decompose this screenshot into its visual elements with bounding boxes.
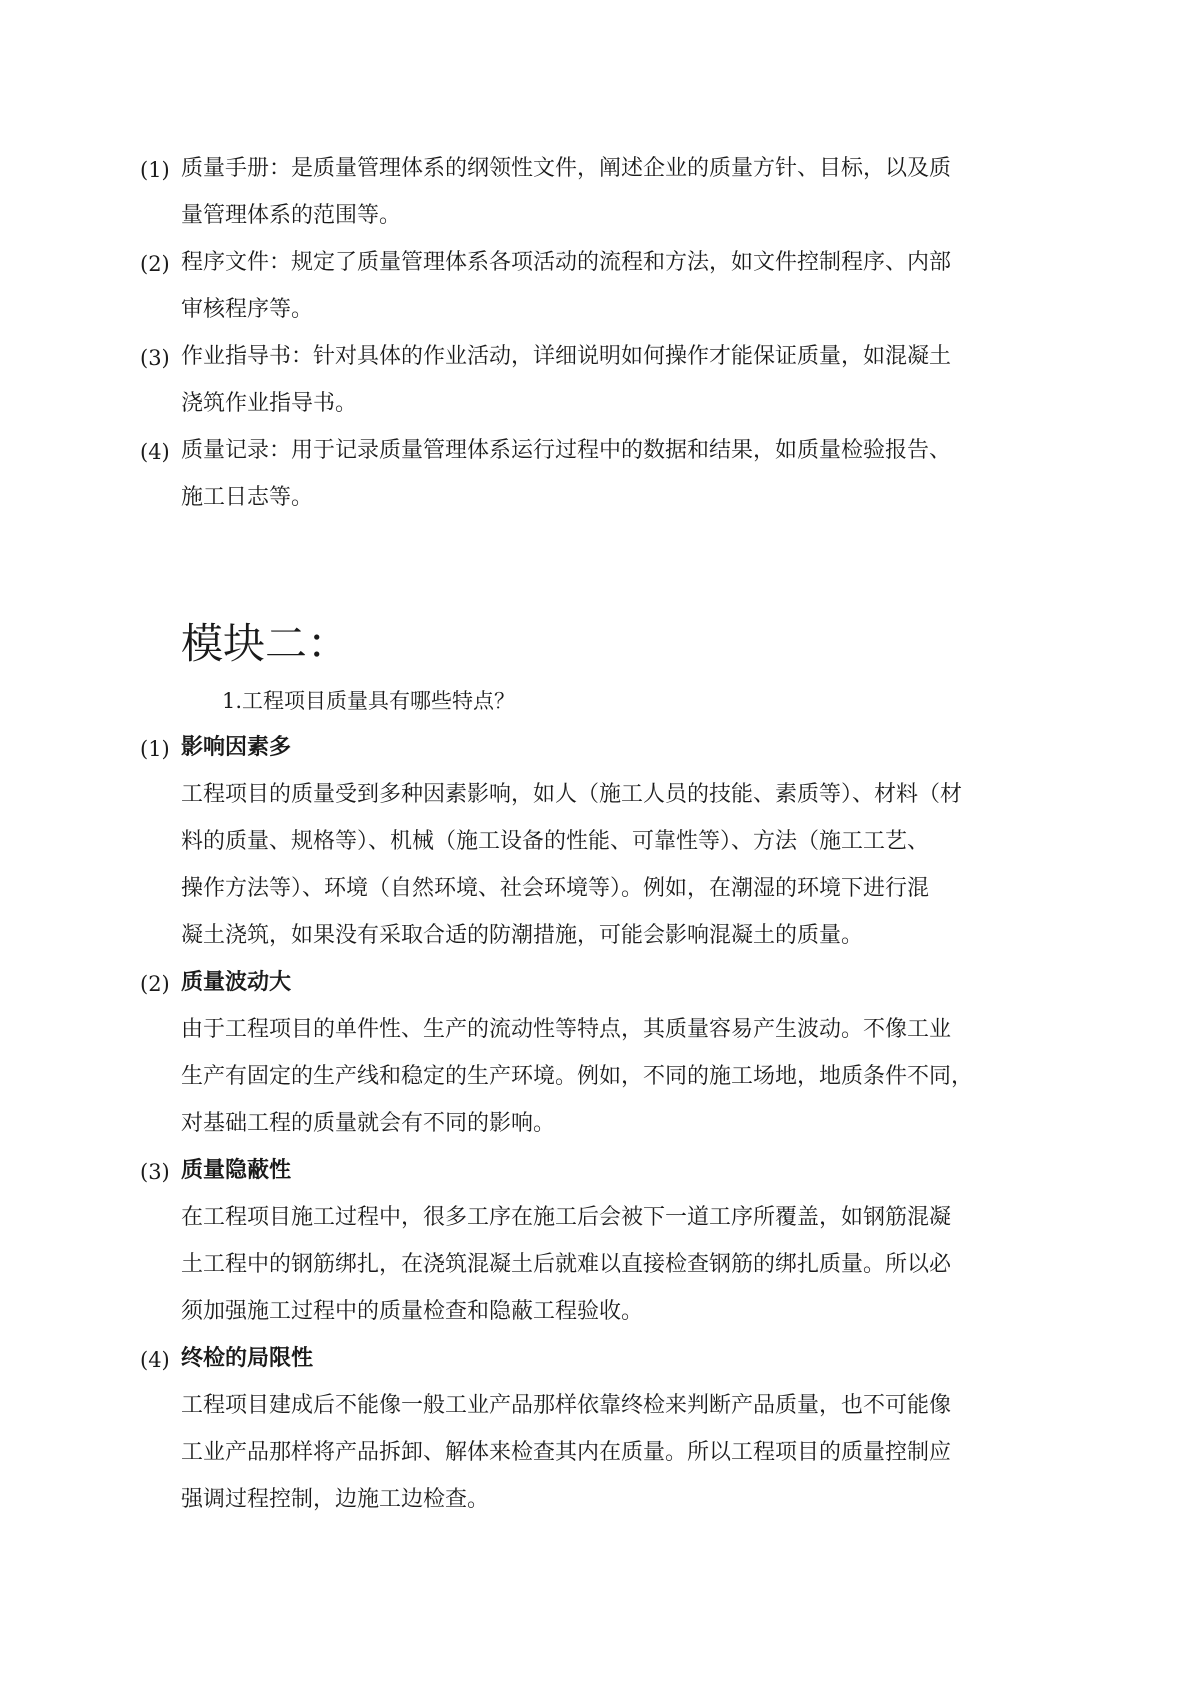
item-text: 质量记录：用于记录质量管理体系运行过程中的数据和结果，如质量检验报告、 <box>181 438 952 463</box>
item-text: 作业指导书：针对具体的作业活动，详细说明如何操作才能保证质量，如混凝土 <box>181 344 952 369</box>
item-text: 须加强施工过程中的质量检查和隐蔽工程验收。 <box>181 1299 644 1324</box>
item-title: 质量隐蔽性 <box>181 1158 292 1183</box>
item-text: 工程项目的质量受到多种因素影响，如人（施工人员的技能、素质等）、材料（材 <box>181 782 963 807</box>
item-text: 程序文件：规定了质量管理体系各项活动的流程和方法，如文件控制程序、内部 <box>181 250 952 275</box>
item-number: (4) <box>140 1348 170 1372</box>
item-text: 在工程项目施工过程中，很多工序在施工后会被下一道工序所覆盖，如钢筋混凝 <box>181 1205 952 1230</box>
item-number: (1) <box>140 158 170 182</box>
item-text: 质量手册：是质量管理体系的纲领性文件，阐述企业的质量方针、目标，以及质 <box>181 156 952 181</box>
item-text: 量管理体系的范围等。 <box>181 203 402 228</box>
item-number: (3) <box>140 1160 170 1184</box>
item-text: 凝土浇筑，如果没有采取合适的防潮措施，可能会影响混凝土的质量。 <box>181 923 864 948</box>
item-text: 工业产品那样将产品拆卸、解体来检查其内在质量。所以工程项目的质量控制应 <box>181 1440 952 1465</box>
item-number: (2) <box>140 972 170 996</box>
item-text: 审核程序等。 <box>181 297 314 322</box>
item-text: 工程项目建成后不能像一般工业产品那样依靠终检来判断产品质量，也不可能像 <box>181 1393 952 1418</box>
item-title: 终检的局限性 <box>181 1346 314 1371</box>
section-heading: 模块二： <box>181 619 350 668</box>
item-text: 土工程中的钢筋绑扎，在浇筑混凝土后就难以直接检查钢筋的绑扎质量。所以必 <box>181 1252 952 1277</box>
item-text: 操作方法等）、环境（自然环境、社会环境等）。例如，在潮湿的环境下进行混 <box>181 876 930 901</box>
item-text: 对基础工程的质量就会有不同的影响。 <box>181 1111 556 1136</box>
question-text: 1.工程项目质量具有哪些特点？ <box>222 689 516 713</box>
item-number: (1) <box>140 737 170 761</box>
item-title: 影响因素多 <box>181 735 292 760</box>
item-title: 质量波动大 <box>181 970 292 995</box>
item-text: 生产有固定的生产线和稳定的生产环境。例如，不同的施工场地，地质条件不同， <box>181 1064 974 1089</box>
item-text: 由于工程项目的单件性、生产的流动性等特点，其质量容易产生波动。不像工业 <box>181 1017 952 1042</box>
item-number: (4) <box>140 440 170 464</box>
item-text: 施工日志等。 <box>181 485 314 510</box>
item-number: (2) <box>140 252 170 276</box>
item-text: 浇筑作业指导书。 <box>181 391 358 416</box>
item-number: (3) <box>140 346 170 370</box>
item-text: 强调过程控制，边施工边检查。 <box>181 1487 490 1512</box>
item-text: 料的质量、规格等）、机械（施工设备的性能、可靠性等）、方法（施工工艺、 <box>181 829 930 854</box>
